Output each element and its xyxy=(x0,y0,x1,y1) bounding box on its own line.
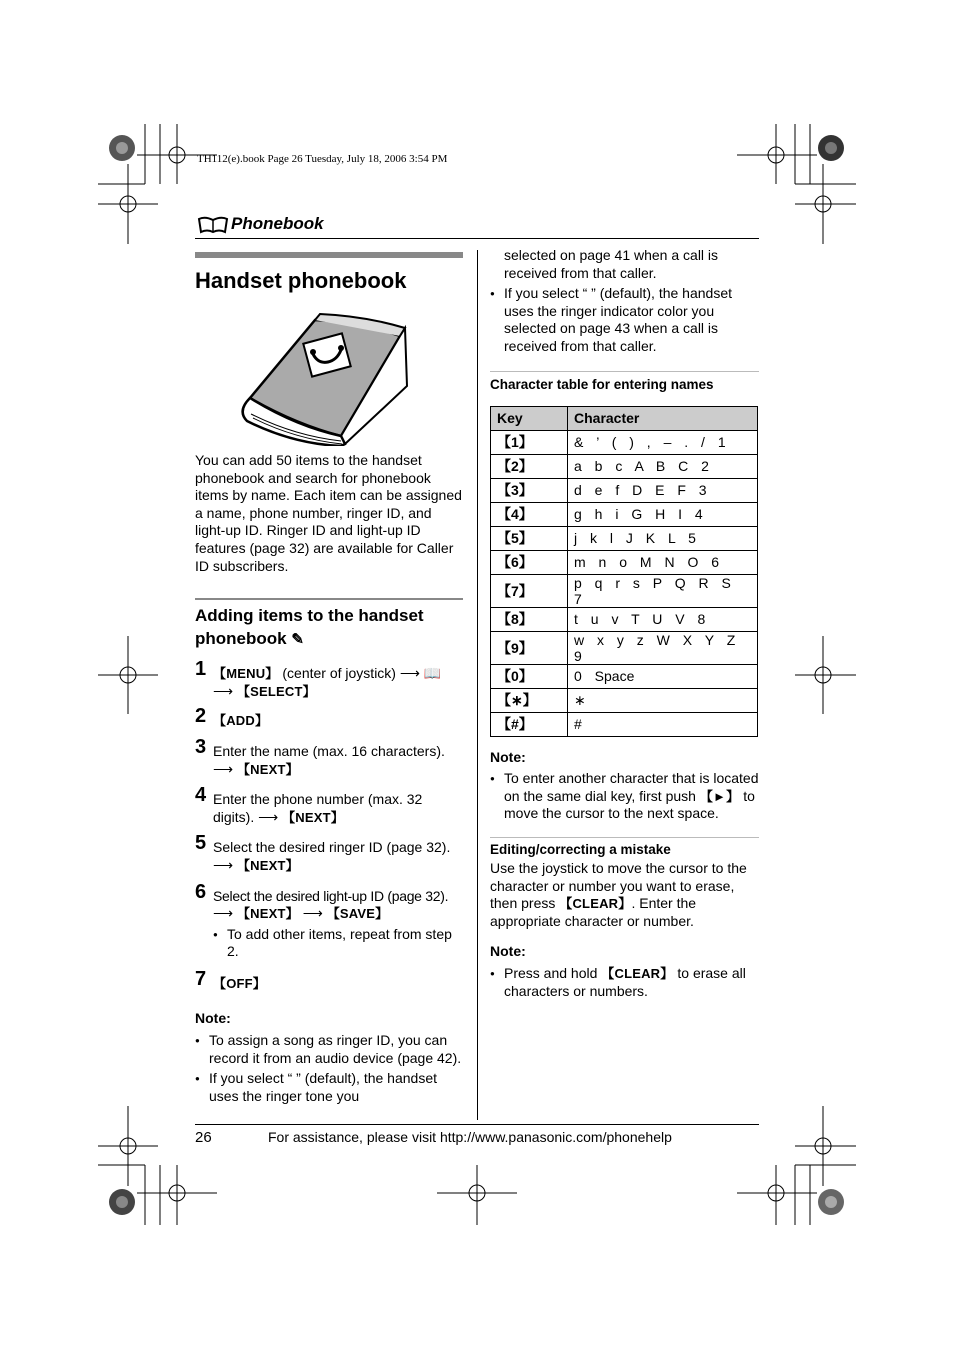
edit-text-b: . Enter the appropriate character or number. xyxy=(490,895,697,929)
key-cell: 【9】 xyxy=(491,631,568,664)
key-cell: 【7】 xyxy=(491,574,568,607)
note-text: to move the cursor to the next space. xyxy=(504,787,755,822)
help-text: For assistance, please visit http://www.panasonic.com/phonehelp xyxy=(268,1129,672,1145)
step-7 xyxy=(195,967,463,993)
step-text: Select the desired ringer ID (page 32). xyxy=(213,839,451,856)
note-bullet xyxy=(490,965,759,1000)
note-bullet: ● To assign a song as ringer ID, you can record it from an audio device (page 42). xyxy=(195,1032,463,1067)
character-cell: a b c A B C 2 xyxy=(568,454,758,478)
step-text: Enter the name (max. 16 characters). xyxy=(213,742,445,759)
col-character: Character xyxy=(568,406,758,430)
arrow-icon: ⟶ xyxy=(399,665,420,682)
step-number: 7 xyxy=(195,967,207,990)
arrow-icon: ⟶ xyxy=(213,856,234,873)
step-6 xyxy=(195,880,463,961)
step-number: 1 xyxy=(195,658,207,681)
phonebook-book-illustration xyxy=(195,306,463,446)
page-footer xyxy=(195,1124,759,1146)
arrow-icon: ⟶ xyxy=(213,760,234,777)
table-row xyxy=(491,478,758,502)
arrow-icon: ⟶ xyxy=(213,682,234,699)
character-cell: t u v T U V 8 xyxy=(568,607,758,631)
table-row xyxy=(491,454,758,478)
key-cell: 【#】 xyxy=(491,712,568,736)
note-label: Note: xyxy=(490,748,526,765)
character-cell: m n o M N O 6 xyxy=(568,550,758,574)
table-rule xyxy=(490,371,759,372)
step-number: 2 xyxy=(195,705,207,728)
adding-heading-text: Adding items to the handset phonebook xyxy=(195,606,424,649)
note-text: Press and hold xyxy=(504,964,602,981)
add-key: 【ADD】 xyxy=(213,713,269,729)
table-row xyxy=(491,712,758,736)
intro-text: You can add 50 items to the handset phonebook and search for phonebook items by name. Each item can be assigned a name, phone number, ringer ID, and light-up ID. Ringer ID and light-up ID features (page 32) are available for Caller ID subscribers. xyxy=(195,452,462,574)
step-2 xyxy=(195,705,463,730)
clear-key: 【CLEAR】 xyxy=(601,965,674,981)
step-text: (center of joystick) xyxy=(278,665,400,682)
table-row xyxy=(491,550,758,574)
table-row xyxy=(491,526,758,550)
step-text: Select the desired light-up ID (page 32). xyxy=(213,887,449,904)
table-row xyxy=(491,664,758,688)
handset-icon: ✎ xyxy=(291,631,304,649)
page-title: Handset phonebook xyxy=(195,268,407,293)
note-label: Note: xyxy=(490,943,526,960)
phonebook-icon: 📖 xyxy=(423,665,442,682)
adding-heading xyxy=(195,604,463,651)
save-key: 【SAVE】 xyxy=(326,906,389,922)
key-cell: 【3】 xyxy=(491,478,568,502)
note-text: to erase all characters or numbers. xyxy=(504,964,746,999)
step-6-subbullet: ● To add other items, repeat from step 2. xyxy=(213,926,463,961)
step-3 xyxy=(195,735,463,778)
character-cell: j k l J K L 5 xyxy=(568,526,758,550)
edit-text xyxy=(490,860,759,930)
page-number: 26 xyxy=(195,1129,212,1146)
next-key: 【NEXT】 xyxy=(236,761,299,777)
select-key: 【SELECT】 xyxy=(236,683,316,699)
note-bullet: ● If you select “ ” (default), the handset uses the ringer tone you xyxy=(195,1070,463,1105)
step-text: Enter the phone number (max. 32 digits). xyxy=(213,791,423,825)
title-bar xyxy=(195,252,463,258)
edit-text-a: Use the joystick to move the cursor to the character or number you want to erase, then press xyxy=(490,859,747,912)
edit-heading: Editing/correcting a mistake xyxy=(490,841,671,857)
note-label: Note: xyxy=(195,1010,231,1027)
table-heading: Character table for entering names xyxy=(490,376,714,392)
next-key: 【NEXT】 xyxy=(236,857,299,873)
key-cell: 【1】 xyxy=(491,430,568,454)
right-column xyxy=(490,247,759,1000)
character-table xyxy=(490,406,758,737)
step-5 xyxy=(195,832,463,874)
character-cell: d e f D E F 3 xyxy=(568,478,758,502)
table-row xyxy=(491,688,758,712)
character-cell: # xyxy=(568,712,758,736)
arrow-icon: ⟶ xyxy=(258,808,279,825)
table-row xyxy=(491,574,758,607)
right-key: 【►】 xyxy=(699,788,740,804)
table-row xyxy=(491,430,758,454)
table-row xyxy=(491,607,758,631)
arrow-icon: ⟶ xyxy=(302,905,323,922)
key-cell: 【8】 xyxy=(491,607,568,631)
key-cell: 【5】 xyxy=(491,526,568,550)
step-1 xyxy=(195,658,463,700)
step-number: 5 xyxy=(195,832,207,855)
table-row xyxy=(491,631,758,664)
note-bullet xyxy=(490,770,759,823)
table-row xyxy=(491,502,758,526)
key-cell: 【2】 xyxy=(491,454,568,478)
character-cell: & ’ ( ) , – . / 1 xyxy=(568,430,758,454)
key-cell: 【0】 xyxy=(491,664,568,688)
next-key: 【NEXT】 xyxy=(236,906,299,922)
step-4 xyxy=(195,784,463,826)
character-cell: p q r s P Q R S 7 xyxy=(568,574,758,607)
step-number: 3 xyxy=(195,735,207,758)
book-info: TH112(e).book Page 26 Tuesday, July 18, 2006 3:54 PM xyxy=(197,153,448,165)
phonebook-icon xyxy=(197,216,229,234)
arrow-icon: ⟶ xyxy=(213,905,234,922)
key-cell: 【∗】 xyxy=(491,688,568,712)
edit-rule xyxy=(490,837,759,838)
off-key: 【OFF】 xyxy=(213,975,266,991)
clear-key: 【CLEAR】 xyxy=(559,896,632,912)
character-cell: g h i G H I 4 xyxy=(568,502,758,526)
section-title: Phonebook xyxy=(231,214,324,233)
character-cell: w x y z W X Y Z 9 xyxy=(568,631,758,664)
left-column xyxy=(195,252,463,1105)
table-header-row xyxy=(491,406,758,430)
menu-key: 【MENU】 xyxy=(213,666,279,682)
col-key: Key xyxy=(491,406,568,430)
step-number: 6 xyxy=(195,880,207,903)
character-cell: 0 Space xyxy=(568,664,758,688)
next-key: 【NEXT】 xyxy=(282,809,344,825)
character-cell: ∗ xyxy=(568,688,758,712)
step-number: 4 xyxy=(195,784,207,807)
key-cell: 【4】 xyxy=(491,502,568,526)
section-header xyxy=(195,212,759,239)
note-text: To enter another character that is located on the same dial key, first push xyxy=(504,770,759,804)
adding-rule xyxy=(195,598,463,600)
table-body xyxy=(491,430,758,736)
continued-text: selected on page 41 when a call is received from that caller. xyxy=(504,247,719,281)
column-divider xyxy=(477,250,478,1120)
bullet-text: ● If you select “ ” (default), the handset uses the ringer indicator color you selected on page 43 when a call is received from that caller. xyxy=(490,285,759,355)
key-cell: 【6】 xyxy=(491,550,568,574)
